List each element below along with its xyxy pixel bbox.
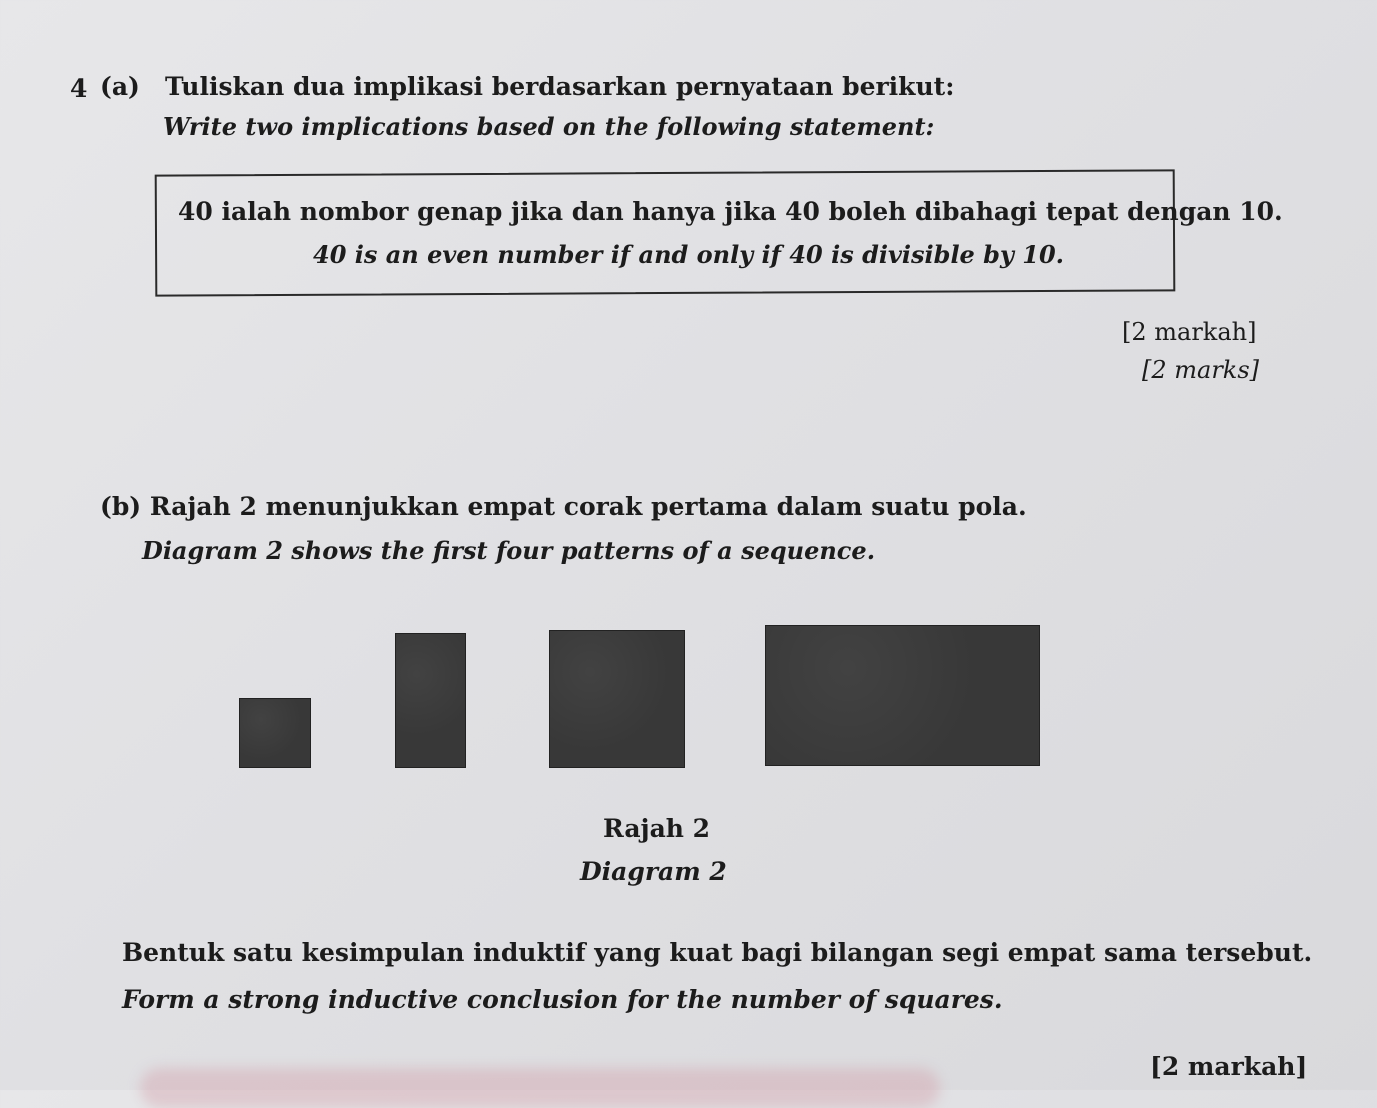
pattern-4 xyxy=(765,625,1040,766)
statement-malay: 40 ialah nombor genap jika dan hanya jika 40 boleh dibahagi tepat dengan 10. xyxy=(178,197,1283,226)
page-edge-shadow xyxy=(140,1068,940,1108)
statement-english: 40 is an even number if and only if 40 is divisible by 10. xyxy=(313,240,1065,269)
pattern-1 xyxy=(239,698,311,768)
part-b-text-english: Diagram 2 shows the first four patterns of a sequence. xyxy=(142,536,876,565)
question-number: 4 xyxy=(70,74,88,103)
diagram-caption-english: Diagram 2 xyxy=(580,857,727,886)
part-b-task-english: Form a strong inductive conclusion for the number of squares. xyxy=(122,985,1003,1014)
part-a-instruction-english: Write two implications based on the following statement: xyxy=(163,112,935,141)
part-a-marks-english: [2 marks] xyxy=(1142,356,1260,384)
part-b-text-malay: (b) Rajah 2 menunjukkan empat corak pertama dalam suatu pola. xyxy=(100,492,1027,521)
statement-box xyxy=(155,169,1176,296)
pattern-3 xyxy=(549,630,685,768)
part-a-marks-malay: [2 markah] xyxy=(1122,318,1257,346)
part-b-marks-malay: [2 markah] xyxy=(1150,1052,1308,1081)
part-b-task-malay: Bentuk satu kesimpulan induktif yang kuat bagi bilangan segi empat sama tersebut. xyxy=(122,938,1313,967)
pattern-2 xyxy=(395,633,466,768)
part-a-label: (a) xyxy=(100,72,140,101)
diagram-caption-malay: Rajah 2 xyxy=(603,814,711,843)
part-a-instruction-malay: Tuliskan dua implikasi berdasarkan pernyataan berikut: xyxy=(165,72,955,101)
